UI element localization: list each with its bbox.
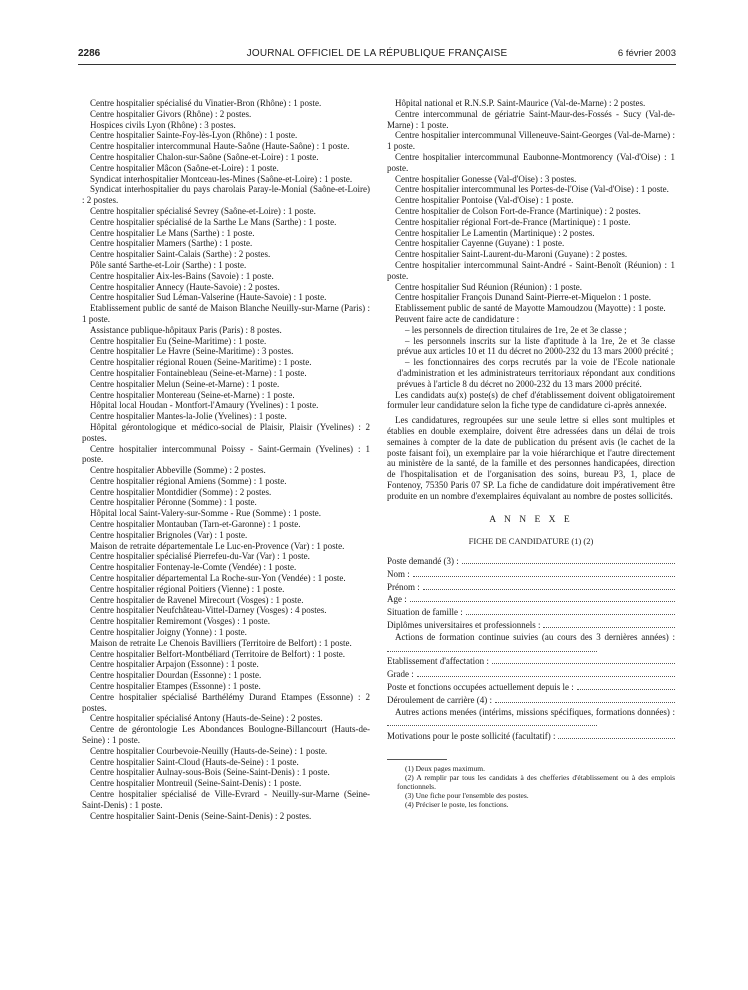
candidature-intro: Peuvent faire acte de candidature : xyxy=(395,313,520,324)
establishment-entry: Maison de retraite Le Chenois Bavilliers (Territoire de Belfort) : 1 poste. xyxy=(90,637,352,648)
form-field-dots xyxy=(495,694,675,703)
footnote-rule xyxy=(387,759,447,760)
establishment-entry: Centre hospitalier Saint-Laurent-du-Maroni (Guyane) : 2 postes. xyxy=(395,249,628,260)
establishment-entry: Centre hospitalier spécialisé Antony (Hauts-de-Seine) : 2 postes. xyxy=(90,713,323,724)
form-field-label: Nom : xyxy=(387,568,410,579)
establishment-entry: Centre hospitalier Arpajon (Essonne) : 1 poste. xyxy=(90,659,259,670)
form-field-autres-actions xyxy=(387,707,675,731)
establishment-entry: Pôle santé Sarthe-et-Loir (Sarthe) : 1 poste. xyxy=(90,259,247,270)
form-field xyxy=(387,655,675,668)
establishment-entry: Centre hospitalier Le Mans (Sarthe) : 1 poste. xyxy=(90,227,255,238)
footnote: (1) Deux pages maximum. xyxy=(405,764,485,774)
establishment-entry: Centre hospitalier Fontenay-le-Comte (Vendée) : 1 poste. xyxy=(90,562,297,573)
establishment-entry: Centre hospitalier Mantes-la-Jolie (Yvelines) : 1 poste. xyxy=(90,411,287,422)
establishment-entry: Centre hospitalier Montdidier (Somme) : 2 postes. xyxy=(90,486,272,497)
establishment-entry: Centre hospitalier Le Havre (Seine-Maritime) : 3 postes. xyxy=(90,346,294,357)
establishment-entry: Hôpital national et R.N.S.P. Saint-Maurice (Val-de-Marne) : 2 postes. xyxy=(395,98,646,108)
form-field-label: Poste demandé (3) : xyxy=(387,556,459,567)
form-fields-group-1 xyxy=(387,555,675,632)
form-field-label: Prénom : xyxy=(387,581,420,592)
establishment-entry: Hôpital local Houdan - Montfort-l'Amaury (Yvelines) : 1 poste. xyxy=(90,400,319,411)
header-rule xyxy=(78,64,676,65)
establishment-entry: Centre hospitalier Saint-Calais (Sarthe) : 2 postes. xyxy=(90,249,271,260)
establishment-entry: Centre hospitalier Pontoise (Val-d'Oise) : 1 poste. xyxy=(395,195,574,206)
establishment-entry: Centre hospitalier Aix-les-Bains (Savoie) : 1 poste. xyxy=(90,270,274,281)
establishment-entry: Centre hospitalier François Dunand Saint-Pierre-et-Miquelon : 1 poste. xyxy=(395,292,651,303)
establishment-entry: Centre hospitalier Givors (Rhône) : 2 postes. xyxy=(90,108,252,119)
form-field-formation-label: Actions de formation continue suivies (au cours des 3 dernières années) : xyxy=(395,631,675,642)
form-field-label: Etablissement d'affectation : xyxy=(387,656,489,667)
form-field-label: Diplômes universitaires et professionnels : xyxy=(387,620,541,631)
candidature-bullet: – les fonctionnaires des corps recrutés par la voie de l'Ecole nationale d'administration et les administrateurs territoriaux répondant aux conditions prévues à l'article 8 du décret no 2000-232 du 13 mars 2000 précité. xyxy=(397,357,675,389)
form-field-label: Age : xyxy=(387,594,407,605)
establishment-entry: Etablissement public de santé de Maison Blanche Neuilly-sur-Marne (Paris) : 1 poste. xyxy=(82,303,370,324)
fiche-title: FICHE DE CANDIDATURE (1) (2) xyxy=(468,536,594,547)
form-field-label: Poste et fonctions occupées actuellement depuis le : xyxy=(387,682,574,693)
candidature-bullets xyxy=(387,325,675,390)
form-field-dots xyxy=(466,606,675,615)
establishment-entry: Centre de gérontologie Les Abondances Boulogne-Billancourt (Hauts-de-Seine) : 1 poste. xyxy=(82,724,370,746)
establishment-entry: Centre hospitalier Saint-Denis (Seine-Saint-Denis) : 2 postes. xyxy=(90,810,312,821)
establishment-entry: Centre hospitalier Joigny (Yonne) : 1 poste. xyxy=(90,627,247,638)
form-field-dots xyxy=(423,581,675,590)
candidature-bullet: – les personnels de direction titulaires de 1re, 2e et 3e classe ; xyxy=(405,324,627,335)
establishment-entry: Centre hospitalier Gonesse (Val-d'Oise) : 3 postes. xyxy=(395,173,577,184)
form-field-label: Grade : xyxy=(387,669,414,680)
establishment-entry: Centre hospitalier Remiremont (Vosges) : 1 poste. xyxy=(90,616,271,627)
form-field xyxy=(387,730,675,743)
establishment-entry: Centre hospitalier spécialisé de la Sarthe Le Mans (Sarthe) : 1 poste. xyxy=(90,216,337,227)
publication-date: 6 février 2003 xyxy=(617,48,676,59)
establishment-entry: Centre hospitalier Chalon-sur-Saône (Saône-et-Loire) : 1 poste. xyxy=(90,151,319,162)
establishment-entry: Hôpital gérontologique et médico-social de Plaisir, Plaisir (Yvelines) : 2 postes. xyxy=(82,421,370,443)
establishment-entry: Centre hospitalier Annecy (Haute-Savoie) : 2 postes. xyxy=(90,281,280,292)
establishment-entry: Centre hospitalier Montauban (Tarn-et-Garonne) : 1 poste. xyxy=(90,519,301,530)
form-field-dots xyxy=(558,730,675,739)
establishment-entry: Centre hospitalier Mamers (Sarthe) : 1 poste. xyxy=(90,238,253,249)
journal-title: JOURNAL OFFICIEL DE LA RÉPUBLIQUE FRANÇAISE xyxy=(246,48,508,59)
form-field xyxy=(387,581,675,594)
instruction-paragraph: Les candidats au(x) poste(s) de chef d'établissement doivent obligatoirement formuler leur candidature selon la fiche type de candidature ci-après annexée. xyxy=(387,389,675,411)
instruction-paragraph: Les candidatures, regroupées sur une seule lettre si elles sont multiples et établies en double exemplaire, doivent être adressées dans un délai de trois semaines à compter de la date de publication du présent avis (le cachet de la poste faisant foi), un exemplaire par la voie hiérarchique et l'autre directement au ministère de la santé, de la famille et des personnes handicapées, direction de l'hospitalisation et de l'organisation des soins, bureau P3, 1, place de Fontenoy, 75350 Paris 07 SP. La fiche de candidature doit impérativement être produite en un nombre d'exemplaires équivalant au nombre de postes sollicités. xyxy=(387,415,675,501)
establishment-entry: Centre hospitalier de Colson Fort-de-France (Martinique) : 2 postes. xyxy=(395,205,641,216)
establishment-entry: Maison de retraite départementale Le Luc-en-Provence (Var) : 1 poste. xyxy=(90,540,345,551)
establishment-entry: Centre hospitalier Etampes (Essonne) : 1 poste. xyxy=(90,681,261,692)
establishment-entry: Centre hospitalier Brignoles (Var) : 1 poste. xyxy=(90,529,248,540)
footnote: (2) A remplir par tous les candidats à des chefferies d'établissement ou à des emplois fonctionnels. xyxy=(397,773,675,792)
establishment-entry: Centre hospitalier spécialisé Barthélémy Durand Etampes (Essonne) : 2 postes. xyxy=(82,691,370,713)
establishment-entry: Centre hospitalier de Ravenel Mirecourt (Vosges) : 1 poste. xyxy=(90,594,304,605)
form-field-label: Déroulement de carrière (4) : xyxy=(387,694,492,705)
establishment-entry: Etablissement public de santé de Mayotte Mamoudzou (Mayotte) : 1 poste. xyxy=(395,303,666,314)
establishment-entry: Centre hospitalier Montreuil (Seine-Saint-Denis) : 1 poste. xyxy=(90,778,302,789)
form-field-autres-actions-dots xyxy=(387,718,597,726)
form-field xyxy=(387,555,675,568)
page-header xyxy=(78,48,676,64)
page-number: 2286 xyxy=(78,48,101,59)
footnote: (3) Une fiche pour l'ensemble des postes. xyxy=(405,791,529,801)
form-field-dots xyxy=(492,655,675,664)
establishment-entry: Centre hospitalier Sainte-Foy-lès-Lyon (Rhône) : 1 poste. xyxy=(90,130,298,141)
establishment-entry: Centre hospitalier intercommunal Poissy - Saint-Germain (Yvelines) : 1 poste. xyxy=(82,443,370,465)
form-field-dots xyxy=(413,568,675,577)
establishment-entry: Centre hospitalier Melun (Seine-et-Marne) : 1 poste. xyxy=(90,378,280,389)
establishment-entry: Centre hospitalier régional Fort-de-France (Martinique) : 1 poste. xyxy=(395,216,631,227)
form-field-label: Motivations pour le poste sollicité (facultatif) : xyxy=(387,731,556,742)
establishment-entry: Centre hospitalier Montereau (Seine-et-Marne) : 1 poste. xyxy=(90,389,295,400)
establishment-entry: Centre hospitalier Sud Léman-Valserine (Haute-Savoie) : 1 poste. xyxy=(90,292,327,303)
establishment-entry: Centre hospitalier Saint-Cloud (Hauts-de-Seine) : 1 poste. xyxy=(90,756,299,767)
form-field-label: Situation de famille : xyxy=(387,607,463,618)
establishment-entry: Centre hospitalier intercommunal Eaubonne-Montmorency (Val-d'Oise) : 1 poste. xyxy=(387,151,675,173)
form-field xyxy=(387,694,675,707)
form-field xyxy=(387,606,675,619)
form-field-autres-actions-label: Autres actions menées (intérims, missions spécifiques, formations données) : xyxy=(395,706,675,717)
form-fields-group-3 xyxy=(387,730,675,743)
form-field xyxy=(387,619,675,632)
form-field xyxy=(387,568,675,581)
establishment-entry: Centre hospitalier intercommunal Villeneuve-Saint-Georges (Val-de-Marne) : 1 poste. xyxy=(387,130,675,152)
right-column xyxy=(387,98,675,809)
establishment-entry: Centre hospitalier Eu (Seine-Maritime) : 1 poste. xyxy=(90,335,267,346)
establishment-entry: Assistance publique-hôpitaux Paris (Paris) : 8 postes. xyxy=(90,324,282,335)
establishment-entry: Centre hospitalier régional Poitiers (Vienne) : 1 poste. xyxy=(90,583,285,594)
form-field-formation-dots xyxy=(387,644,597,652)
establishment-entry: Centre hospitalier Fontainebleau (Seine-et-Marne) : 1 poste. xyxy=(90,367,307,378)
form-field-dots xyxy=(543,619,675,628)
left-column xyxy=(82,98,370,821)
establishment-entry: Hôpital local Saint-Valery-sur-Somme - Rue (Somme) : 1 poste. xyxy=(90,508,322,519)
instructions-paragraphs xyxy=(387,390,675,506)
establishment-entry: Centre hospitalier spécialisé du Vinatier-Bron (Rhône) : 1 poste. xyxy=(90,98,322,108)
establishment-entry: Centre hospitalier Sud Réunion (Réunion) : 1 poste. xyxy=(395,281,582,292)
form-field-dots xyxy=(417,668,675,677)
establishment-entry: Syndicat interhospitalier du pays charolais Paray-le-Monial (Saône-et-Loire) : 2 postes. xyxy=(82,184,370,206)
establishment-entry: Centre hospitalier Dourdan (Essonne) : 1 poste. xyxy=(90,670,262,681)
footnote: (4) Préciser le poste, les fonctions. xyxy=(405,800,509,810)
form-field xyxy=(387,593,675,606)
establishment-entry: Hospices civils Lyon (Rhône) : 3 postes. xyxy=(90,119,236,130)
establishment-entry: Centre hospitalier Belfort-Montbéliard (Territoire de Belfort) : 1 poste. xyxy=(90,648,346,659)
establishment-entry: Centre hospitalier Abbeville (Somme) : 2 postes. xyxy=(90,465,266,476)
establishment-entry: Centre hospitalier spécialisé de Ville-Evrard - Neuilly-sur-Marne (Seine-Saint-Denis) : 1 poste. xyxy=(82,789,370,810)
establishment-entry: Centre hospitalier Mâcon (Saône-et-Loire) : 1 poste. xyxy=(90,162,279,173)
establishment-entry: Centre hospitalier régional Rouen (Seine-Maritime) : 1 poste. xyxy=(90,357,312,368)
establishment-entry: Centre hospitalier Aulnay-sous-Bois (Seine-Saint-Denis) : 1 poste. xyxy=(90,767,330,778)
form-field-dots xyxy=(577,681,675,690)
establishment-entry: Centre hospitalier départemental La Roche-sur-Yon (Vendée) : 1 poste. xyxy=(90,573,346,584)
establishment-entry: Centre hospitalier spécialisé Pierrefeu-du-Var (Var) : 1 poste. xyxy=(90,551,310,562)
form-fields-group-2 xyxy=(387,655,675,706)
form-field xyxy=(387,668,675,681)
footnotes xyxy=(387,764,675,809)
establishment-entry: Centre hospitalier intercommunal les Portes-de-l'Oise (Val-d'Oise) : 1 poste. xyxy=(395,184,669,195)
form-field-formation xyxy=(387,632,675,656)
establishment-entry: Centre hospitalier intercommunal Haute-Saône (Haute-Saône) : 1 poste. xyxy=(90,141,350,152)
annexe-title: A N N E X E xyxy=(489,515,573,526)
establishment-entry: Centre hospitalier Péronne (Somme) : 1 poste. xyxy=(90,497,257,508)
establishment-entry: Centre intercommunal de gériatrie Saint-Maur-des-Fossés - Sucy (Val-de-Marne) : 1 poste. xyxy=(387,108,675,130)
establishment-entry: Centre hospitalier Neufchâteau-Vittel-Darney (Vosges) : 4 postes. xyxy=(90,605,327,616)
right-column-list xyxy=(387,98,675,314)
establishment-entry: Centre hospitalier Courbevoie-Neuilly (Hauts-de-Seine) : 1 poste. xyxy=(90,745,328,756)
establishment-entry: Centre hospitalier Cayenne (Guyane) : 1 poste. xyxy=(395,238,565,249)
establishment-entry: Centre hospitalier spécialisé Sevrey (Saône-et-Loire) : 1 poste. xyxy=(90,205,316,216)
establishment-entry: Centre hospitalier régional Amiens (Somme) : 1 poste. xyxy=(90,475,287,486)
form-field-dots xyxy=(462,555,675,564)
form-field xyxy=(387,681,675,694)
establishment-entry: Centre hospitalier intercommunal Saint-André - Saint-Benoît (Réunion) : 1 poste. xyxy=(387,259,675,281)
form-field-dots xyxy=(410,593,675,602)
candidature-bullet: – les personnels inscrits sur la liste d'aptitude à la 1re, 2e et 3e classe prévue aux articles 10 et 11 du décret no 2000-232 du 13 mars 2000 précité ; xyxy=(397,335,675,357)
establishment-entry: Centre hospitalier Le Lamentin (Martinique) : 2 postes. xyxy=(395,227,595,238)
establishment-entry: Syndicat interhospitalier Montceau-les-Mines (Saône-et-Loire) : 1 poste. xyxy=(90,173,353,184)
